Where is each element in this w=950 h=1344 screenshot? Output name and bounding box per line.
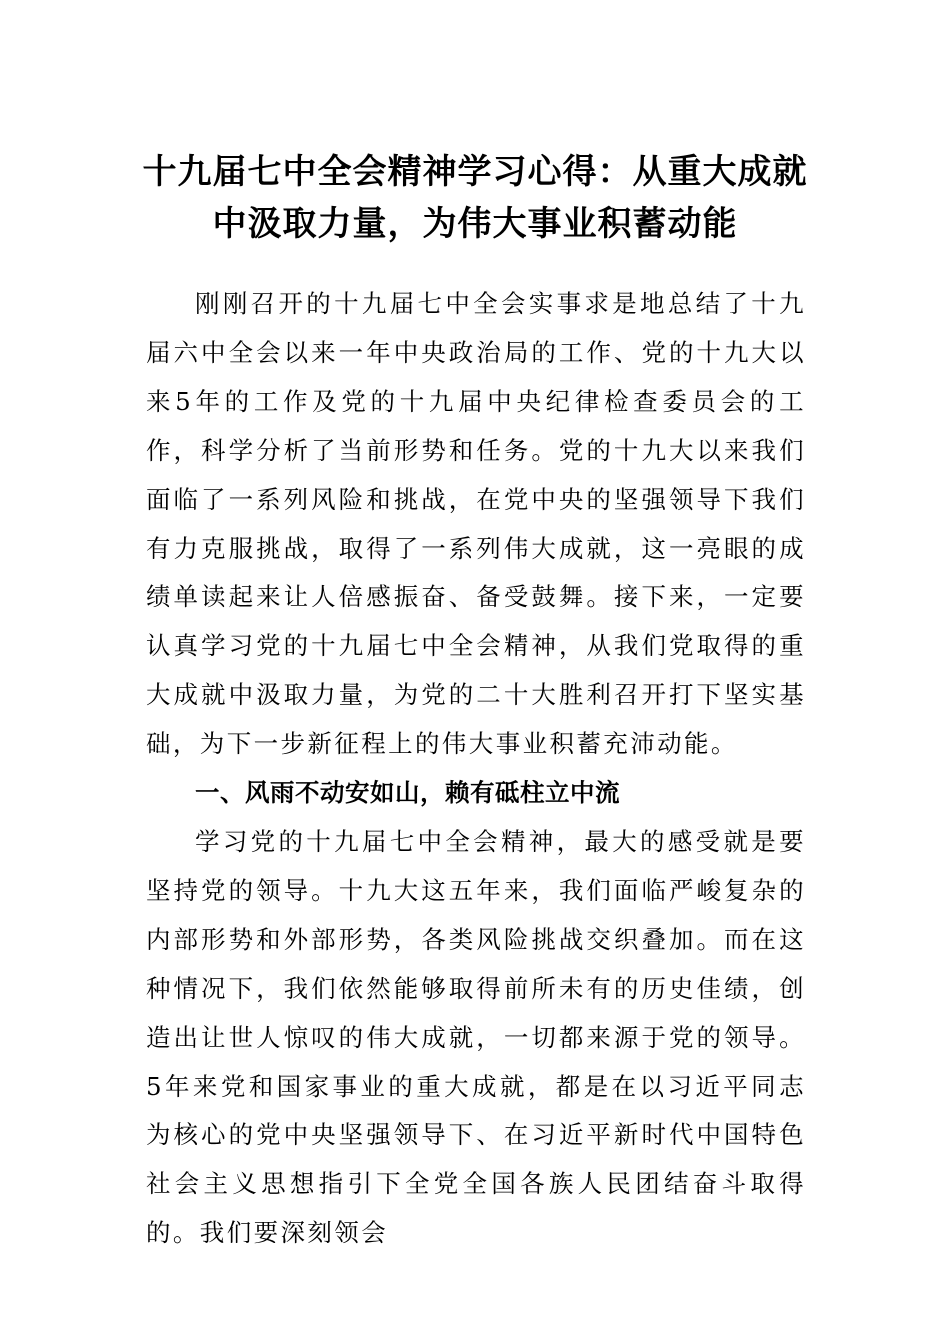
document-body (146, 280, 806, 1258)
paragraph-intro: 刚刚召开的十九届七中全会实事求是地总结了十九届六中全会以来一年中央政治局的工作、党的十九大以来5年的工作及党的十九届中央纪律检查委员会的工作，科学分析了当前形势和任务。党的十九大以来我们面临了一系列风险和挑战，在党中央的坚强领导下我们有力克服挑战，取得了一系列伟大成就，这一亮眼的成绩单读起来让人倍感振奋、备受鼓舞。接下来，一定要认真学习党的十九届七中全会精神，从我们党取得的重大成就中汲取力量，为党的二十大胜利召开打下坚实基础，为下一步新征程上的伟大事业积蓄充沛动能。 (146, 289, 806, 759)
section-heading-1: 一、风雨不动安如山，赖有砥柱立中流 (195, 778, 620, 808)
document-title: 十九届七中全会精神学习心得：从重大成就中汲取力量，为伟大事业积蓄动能 (142, 152, 808, 244)
paragraph-section-1: 学习党的十九届七中全会精神，最大的感受就是要坚持党的领导。十九大这五年来，我们面临严峻复杂的内部形势和外部形势，各类风险挑战交织叠加。而在这种情况下，我们依然能够取得前所未有的历史佳绩，创造出让世人惊叹的伟大成就，一切都来源于党的领导。5年来党和国家事业的重大成就，都是在以习近平同志为核心的党中央坚强领导下、在习近平新时代中国特色社会主义思想指引下全党全国各族人民团结奋斗取得的。我们要深刻领会 (146, 826, 806, 1248)
